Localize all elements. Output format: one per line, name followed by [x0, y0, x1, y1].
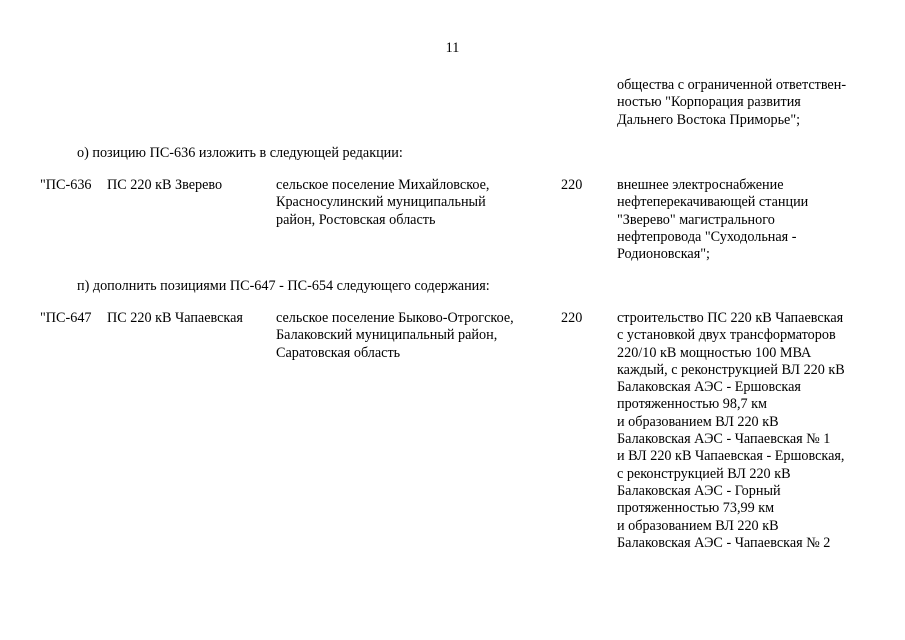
page-number: 11 — [445, 40, 460, 56]
row-647-voltage: 220 — [561, 310, 583, 326]
row-636-purpose: внешнее электроснабжение нефтеперекачивающей станции "Зверево" магистрального нефтепровода "Суходольная - Родионовская"; — [617, 177, 809, 263]
row-636-voltage: 220 — [561, 177, 583, 193]
row-636-name: ПС 220 кВ Зверево — [107, 177, 223, 193]
row-647-purpose: строительство ПС 220 кВ Чапаевская с установкой двух трансформаторов 220/10 кВ мощностью 100 МВА каждый, с реконструкцией ВЛ 220 кВ Балаковская АЭС - Ершовская протяженностью 98,7 км и образованием ВЛ 220 кВ Балаковская АЭС - Чапаевская № 1 и ВЛ 220 кВ Чапаевская - Ершовская, с реконструкцией ВЛ 220 кВ Балаковская АЭС - Горный протяженностью 73,99 км и образованием ВЛ 220 кВ Балаковская АЭС - Чапаевская № 2 — [617, 310, 845, 551]
row-636-code: "ПС-636 — [40, 177, 92, 193]
row-636-location: сельское поселение Михайловское, Красносулинский муниципальный район, Ростовская область — [276, 177, 490, 228]
row-647-name: ПС 220 кВ Чапаевская — [107, 310, 243, 326]
continuation-text: общества с ограниченной ответствен- ностью "Корпорация развития Дальнего Востока Приморье"; — [617, 77, 847, 128]
instruction-o: о) позицию ПС-636 изложить в следующей редакции: — [77, 145, 403, 161]
instruction-p: п) дополнить позициями ПС-647 - ПС-654 следующего содержания: — [77, 278, 490, 294]
row-647-code: "ПС-647 — [40, 310, 92, 326]
row-647-location: сельское поселение Быково-Отрогское, Балаковский муниципальный район, Саратовская область — [276, 310, 514, 361]
